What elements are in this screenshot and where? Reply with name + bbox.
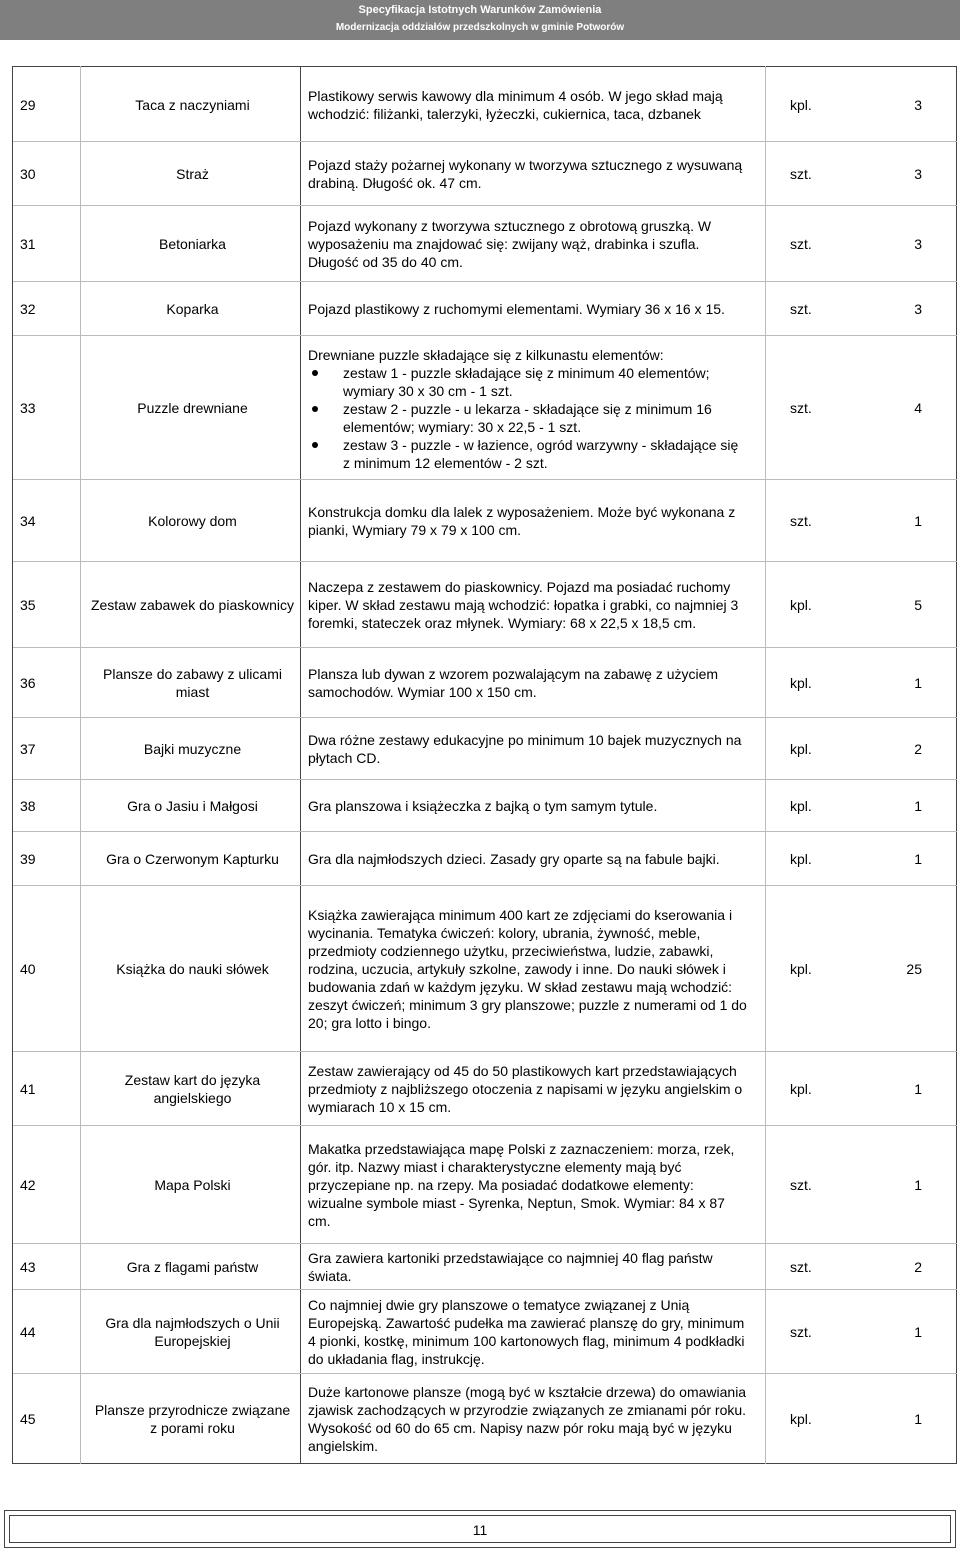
- item-name-text: Plansze przyrodnicze związane z porami roku: [94, 1402, 291, 1436]
- bullet-item: [308, 436, 748, 472]
- item-quantity: [862, 562, 922, 648]
- item-unit-text: kpl.: [790, 741, 812, 757]
- item-quantity-text: 25: [906, 961, 922, 977]
- item-description: [308, 480, 748, 562]
- item-description: [308, 1052, 748, 1126]
- item-quantity: [862, 142, 922, 206]
- item-name-text: Zestaw zabawek do piaskownicy: [90, 597, 295, 613]
- item-quantity-text: 3: [914, 97, 922, 113]
- bullet-icon: [312, 406, 318, 412]
- item-unit-text: szt.: [790, 1259, 812, 1275]
- item-number: [20, 282, 60, 336]
- item-quantity-text: 1: [914, 851, 922, 867]
- item-quantity-text: 3: [914, 236, 922, 252]
- item-description: [308, 886, 748, 1052]
- bullet-icon: [312, 442, 318, 448]
- item-unit: [790, 142, 840, 206]
- item-number: [20, 780, 60, 832]
- item-unit-text: szt.: [790, 1177, 812, 1193]
- item-unit-text: kpl.: [790, 675, 812, 691]
- item-name: [90, 648, 295, 718]
- item-quantity-text: 3: [914, 166, 922, 182]
- item-number-text: 43: [20, 1259, 36, 1275]
- item-name-text: Mapa Polski: [154, 1177, 231, 1193]
- bullet-text: zestaw 1 - puzzle składające się z minimum 40 elementów; wymiary 30 x 30 cm - 1 szt.: [343, 365, 710, 399]
- item-description-text: Zestaw zawierający od 45 do 50 plastikowych kart przedstawiających przedmioty z najbliższego otoczenia z napisami w języku angielskim o wymiarach 10 x 15 cm.: [308, 1063, 743, 1115]
- item-unit: [790, 282, 840, 336]
- item-number: [20, 142, 60, 206]
- item-description: [308, 282, 748, 336]
- item-name-text: Taca z naczyniami: [135, 97, 250, 113]
- item-number: [20, 562, 60, 648]
- item-description-text: Drewniane puzzle składające się z kilkunastu elementów:: [308, 347, 664, 363]
- item-number: [20, 832, 60, 886]
- item-name-text: Gra dla najmłodszych o Unii Europejskiej: [105, 1315, 280, 1349]
- item-quantity: [862, 206, 922, 282]
- item-quantity: [862, 1052, 922, 1126]
- item-quantity-text: 3: [914, 301, 922, 317]
- item-description-text: Duże kartonowe plansze (mogą być w kształcie drzewa) do omawiania zjawisk zachodzących w przyrodzie związanych ze zmianami pór roku. Wysokość od 60 do 65 cm. Napisy nazw pór roku mają być w języku angielskim.: [308, 1384, 747, 1454]
- item-name: [90, 780, 295, 832]
- item-description-text: Makatka przedstawiająca mapę Polski z zaznaczeniem: morza, rzek, gór. itp. Nazwy miast i charakterystyczne elementy mają być przyczepiane np. na rzepy. Ma posiadać dodatkowe elementy: wizualne symbole miast - Syrenka, Neptun, Smok. Wymiar: 84 x 87 cm.: [308, 1141, 735, 1229]
- item-name: [90, 206, 295, 282]
- item-quantity: [862, 282, 922, 336]
- item-quantity-text: 1: [914, 1411, 922, 1427]
- item-number-text: 39: [20, 851, 36, 867]
- item-unit: [790, 68, 840, 142]
- item-name-text: Betoniarka: [159, 236, 226, 252]
- item-description-text: Pojazd staży pożarnej wykonany w tworzywa sztucznego z wysuwaną drabiną. Długość ok. 47 cm.: [308, 157, 743, 191]
- item-description: [308, 1244, 748, 1290]
- bullet-item: [308, 400, 748, 436]
- item-quantity: [862, 1126, 922, 1244]
- item-number: [20, 718, 60, 780]
- item-number: [20, 206, 60, 282]
- item-number-text: 34: [20, 513, 36, 529]
- item-unit-text: szt.: [790, 1324, 812, 1340]
- item-number-text: 44: [20, 1324, 36, 1340]
- item-number-text: 29: [20, 97, 36, 113]
- item-description: [308, 206, 748, 282]
- document-title: Specyfikacja Istotnych Warunków Zamówienia: [358, 4, 602, 16]
- item-description: [308, 832, 748, 886]
- item-description-text: Gra dla najmłodszych dzieci. Zasady gry oparte są na fabule bajki.: [308, 851, 720, 867]
- item-unit-text: szt.: [790, 400, 812, 416]
- item-description-text: Konstrukcja domku dla lalek z wyposażeniem. Może być wykonana z pianki, Wymiary 79 x 79 x 100 cm.: [308, 504, 736, 538]
- item-name-text: Bajki muzyczne: [143, 741, 242, 757]
- column-divider: [300, 66, 301, 1464]
- item-number-text: 42: [20, 1177, 36, 1193]
- item-number: [20, 648, 60, 718]
- item-description-text: Plastikowy serwis kawowy dla minimum 4 osób. W jego skład mają wchodzić: filiżanki, talerzyki, łyżeczki, cukiernica, taca, dzbanek: [308, 88, 723, 122]
- item-description: [308, 718, 748, 780]
- item-number-text: 35: [20, 597, 36, 613]
- item-description-text: Naczepa z zestawem do piaskownicy. Pojazd ma posiadać ruchomy kiper. W skład zestawu mają wchodzić: łopatka i grabki, co najmniej 3 foremki, stateczek oraz młynek. Wymiary: 68 x 22,5 x 18,5 cm.: [308, 579, 739, 631]
- item-name: [90, 336, 295, 480]
- item-name: [90, 718, 295, 780]
- bullet-list: [308, 364, 748, 472]
- item-quantity-text: 1: [914, 1081, 922, 1097]
- item-number-text: 31: [20, 236, 36, 252]
- bullet-icon: [312, 370, 318, 376]
- item-name-text: Książka do nauki słówek: [116, 961, 269, 977]
- item-quantity: [862, 336, 922, 480]
- item-description: [308, 1126, 748, 1244]
- item-quantity: [862, 648, 922, 718]
- item-number-text: 40: [20, 961, 36, 977]
- item-number-text: 38: [20, 798, 36, 814]
- item-description: [308, 562, 748, 648]
- item-unit-text: kpl.: [790, 1411, 812, 1427]
- item-name-text: Zestaw kart do języka angielskiego: [124, 1072, 261, 1106]
- item-quantity: [862, 1244, 922, 1290]
- document-subtitle: Modernizacja oddziałów przedszkolnych w gminie Potworów: [335, 22, 625, 33]
- item-number: [20, 1244, 60, 1290]
- item-name: [90, 142, 295, 206]
- item-description-text: Co najmniej dwie gry planszowe o tematyce związanej z Unią Europejską. Zawartość pudełka ma zawierać planszę do gry, minimum 4 pionki, kostkę, minimum 100 kartonowych flag, minimum 4 podkładki do układania flag, instrukcję.: [308, 1297, 745, 1367]
- bullet-text: zestaw 2 - puzzle - u lekarza - składające się z minimum 16 elementów; wymiary: 30 x 22,5 - 1 szt.: [343, 401, 712, 435]
- item-quantity-text: 2: [914, 741, 922, 757]
- item-description: [308, 336, 748, 480]
- item-number: [20, 1374, 60, 1464]
- item-unit-text: kpl.: [790, 961, 812, 977]
- item-quantity-text: 1: [914, 798, 922, 814]
- page-number: 11: [9, 1515, 951, 1543]
- item-number-text: 36: [20, 675, 36, 691]
- item-quantity: [862, 718, 922, 780]
- item-unit: [790, 1052, 840, 1126]
- item-unit-text: szt.: [790, 236, 812, 252]
- item-number: [20, 68, 60, 142]
- item-quantity: [862, 1374, 922, 1464]
- item-quantity: [862, 1290, 922, 1374]
- item-unit: [790, 886, 840, 1052]
- item-unit: [790, 832, 840, 886]
- item-name: [90, 1052, 295, 1126]
- item-number-text: 41: [20, 1081, 36, 1097]
- item-number: [20, 886, 60, 1052]
- item-unit: [790, 648, 840, 718]
- item-quantity-text: 1: [914, 513, 922, 529]
- item-name: [90, 832, 295, 886]
- item-name: [90, 886, 295, 1052]
- item-unit-text: kpl.: [790, 851, 812, 867]
- item-quantity-text: 4: [914, 400, 922, 416]
- item-number-text: 32: [20, 301, 36, 317]
- item-unit: [790, 1290, 840, 1374]
- item-description: [308, 1290, 748, 1374]
- item-unit-text: kpl.: [790, 1081, 812, 1097]
- item-unit-text: kpl.: [790, 97, 812, 113]
- item-unit: [790, 1244, 840, 1290]
- item-description-text: Pojazd wykonany z tworzywa sztucznego z obrotową gruszką. W wyposażeniu ma znajdować się: zwijany wąż, drabinka i szufla. Długość od 35 do 40 cm.: [308, 218, 712, 270]
- item-unit: [790, 480, 840, 562]
- item-name-text: Koparka: [166, 301, 219, 317]
- item-number: [20, 1052, 60, 1126]
- item-quantity-text: 1: [914, 675, 922, 691]
- item-unit-text: szt.: [790, 513, 812, 529]
- item-unit-text: szt.: [790, 301, 812, 317]
- item-number: [20, 480, 60, 562]
- item-name: [90, 1374, 295, 1464]
- item-quantity: [862, 68, 922, 142]
- item-quantity: [862, 480, 922, 562]
- item-description: [308, 1374, 748, 1464]
- item-name: [90, 562, 295, 648]
- item-number-text: 37: [20, 741, 36, 757]
- item-name: [90, 68, 295, 142]
- item-unit-text: szt.: [790, 166, 812, 182]
- item-number-text: 45: [20, 1411, 36, 1427]
- column-divider: [80, 66, 81, 1464]
- item-description-text: Książka zawierająca minimum 400 kart ze zdjęciami do kserowania i wycinania. Tematyka ćwiczeń: kolory, ubrania, żywność, meble, przedmioty codziennego użytku, przeciwieństwa, ludzie, zabawki, rodzina, uczucia, artykuły szkolne, zawody i inne. Do nauki słówek i budowania zdań w każdym języku. W skład zestawu mają wchodzić: zeszyt ćwiczeń; minimum 3 gry planszowe; puzzle z numerami od 1 do 20; gra lotto i bingo.: [308, 907, 747, 1031]
- item-name-text: Gra z flagami państw: [126, 1259, 259, 1275]
- item-quantity: [862, 780, 922, 832]
- item-number-text: 30: [20, 166, 36, 182]
- item-unit: [790, 562, 840, 648]
- item-number: [20, 336, 60, 480]
- item-quantity-text: 5: [914, 597, 922, 613]
- item-name: [90, 1290, 295, 1374]
- item-description: [308, 780, 748, 832]
- item-quantity-text: 2: [914, 1259, 922, 1275]
- item-number: [20, 1126, 60, 1244]
- item-unit: [790, 1374, 840, 1464]
- item-description: [308, 142, 748, 206]
- item-quantity-text: 1: [914, 1177, 922, 1193]
- item-name-text: Gra o Czerwonym Kapturku: [106, 851, 279, 867]
- document-header: [0, 0, 960, 40]
- item-name-text: Puzzle drewniane: [137, 400, 248, 416]
- item-unit: [790, 206, 840, 282]
- item-unit: [790, 718, 840, 780]
- item-name: [90, 1126, 295, 1244]
- item-name-text: Gra o Jasiu i Małgosi: [127, 798, 258, 814]
- item-description-text: Gra planszowa i książeczka z bajką o tym samym tytule.: [308, 798, 658, 814]
- item-description-text: Plansza lub dywan z wzorem pozwalającym na zabawę z użyciem samochodów. Wymiar 100 x 150 cm.: [308, 666, 719, 700]
- item-number-text: 33: [20, 400, 36, 416]
- item-unit-text: kpl.: [790, 798, 812, 814]
- item-description-text: Dwa różne zestawy edukacyjne po minimum 10 bajek muzycznych na płytach CD.: [308, 732, 742, 766]
- bullet-item: [308, 364, 748, 400]
- item-name-text: Kolorowy dom: [148, 513, 237, 529]
- item-description: [308, 648, 748, 718]
- item-name: [90, 480, 295, 562]
- item-name-text: Plansze do zabawy z ulicami miast: [103, 666, 282, 700]
- item-name: [90, 1244, 295, 1290]
- item-description-text: Pojazd plastikowy z ruchomymi elementami. Wymiary 36 x 16 x 15.: [308, 301, 725, 317]
- item-unit: [790, 780, 840, 832]
- item-quantity: [862, 886, 922, 1052]
- bullet-text: zestaw 3 - puzzle - w łazience, ogród warzywny - składające się z minimum 12 elementów - 2 szt.: [343, 437, 739, 471]
- item-unit-text: kpl.: [790, 597, 812, 613]
- item-number: [20, 1290, 60, 1374]
- item-quantity: [862, 832, 922, 886]
- item-name-text: Straż: [176, 166, 209, 182]
- item-description: [308, 68, 748, 142]
- item-quantity-text: 1: [914, 1324, 922, 1340]
- item-unit: [790, 1126, 840, 1244]
- page-footer: [4, 1510, 956, 1548]
- item-unit: [790, 336, 840, 480]
- column-divider: [765, 66, 766, 1464]
- item-name: [90, 282, 295, 336]
- item-description-text: Gra zawiera kartoniki przedstawiające co najmniej 40 flag państw świata.: [308, 1250, 713, 1284]
